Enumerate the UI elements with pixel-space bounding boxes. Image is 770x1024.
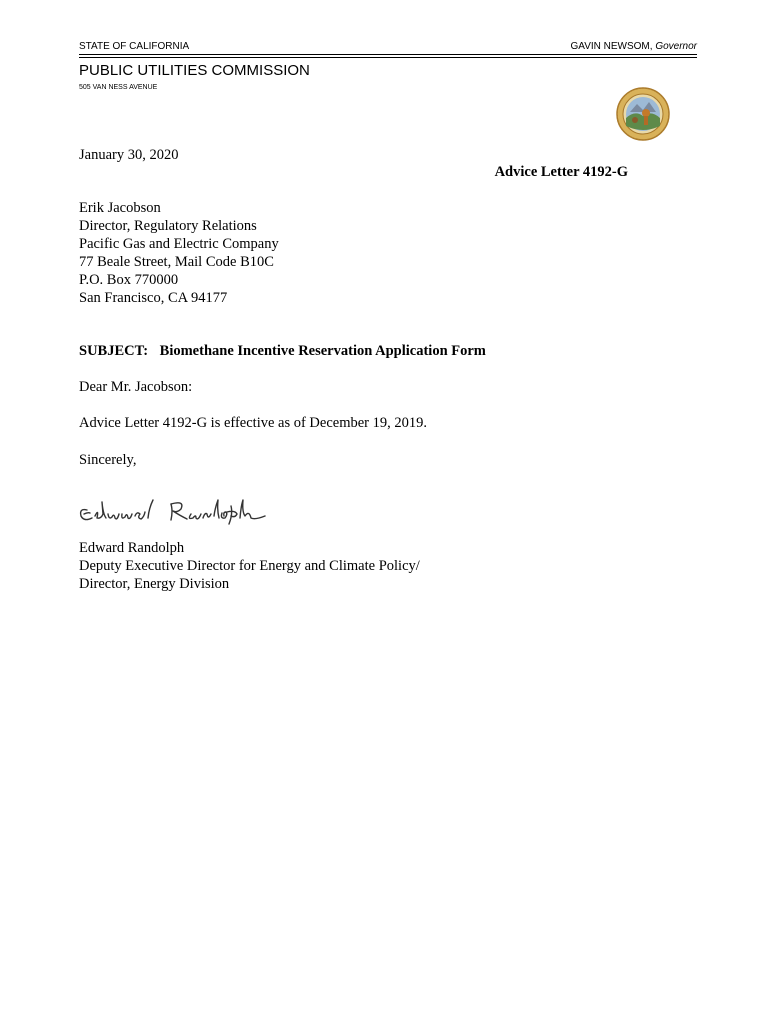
recipient-address-block — [79, 199, 279, 307]
governor-line — [570, 41, 697, 52]
signer-division: Director, Energy Division — [79, 576, 230, 592]
recipient-name: Erik Jacobson — [79, 200, 161, 216]
salutation: Dear Mr. Jacobson: — [79, 379, 193, 395]
signer-block — [79, 539, 420, 593]
handwritten-signature — [75, 496, 275, 526]
subject-label: SUBJECT: — [79, 343, 149, 359]
recipient-title: Director, Regulatory Relations — [79, 218, 257, 234]
advice-letter-reference: Advice Letter 4192-G — [494, 164, 628, 180]
subject-line — [79, 342, 486, 360]
recipient-city: San Francisco, CA 94177 — [79, 290, 228, 306]
signer-title: Deputy Executive Director for Energy and Climate Policy/ — [79, 558, 420, 574]
header-rule-thin — [79, 57, 697, 58]
header-rule-thick — [79, 54, 697, 55]
letter-date: January 30, 2020 — [79, 147, 179, 163]
closing: Sincerely, — [79, 452, 137, 468]
governor-title: Governor — [655, 41, 697, 52]
letter-body: Advice Letter 4192-G is effective as of December 19, 2019. — [79, 415, 428, 431]
recipient-company: Pacific Gas and Electric Company — [79, 236, 279, 252]
header-state-line — [79, 41, 697, 54]
governor-name: GAVIN NEWSOM, — [570, 41, 653, 52]
recipient-street: 77 Beale Street, Mail Code B10C — [79, 254, 274, 270]
recipient-po-box: P.O. Box 770000 — [79, 272, 179, 288]
signer-name: Edward Randolph — [79, 540, 185, 556]
state-name: STATE OF CALIFORNIA — [79, 41, 190, 52]
state-seal-icon — [615, 86, 671, 142]
agency-name: PUBLIC UTILITIES COMMISSION — [79, 62, 310, 79]
subject-text: Biomethane Incentive Reservation Application Form — [159, 343, 486, 359]
agency-address: 505 VAN NESS AVENUE — [79, 84, 158, 91]
